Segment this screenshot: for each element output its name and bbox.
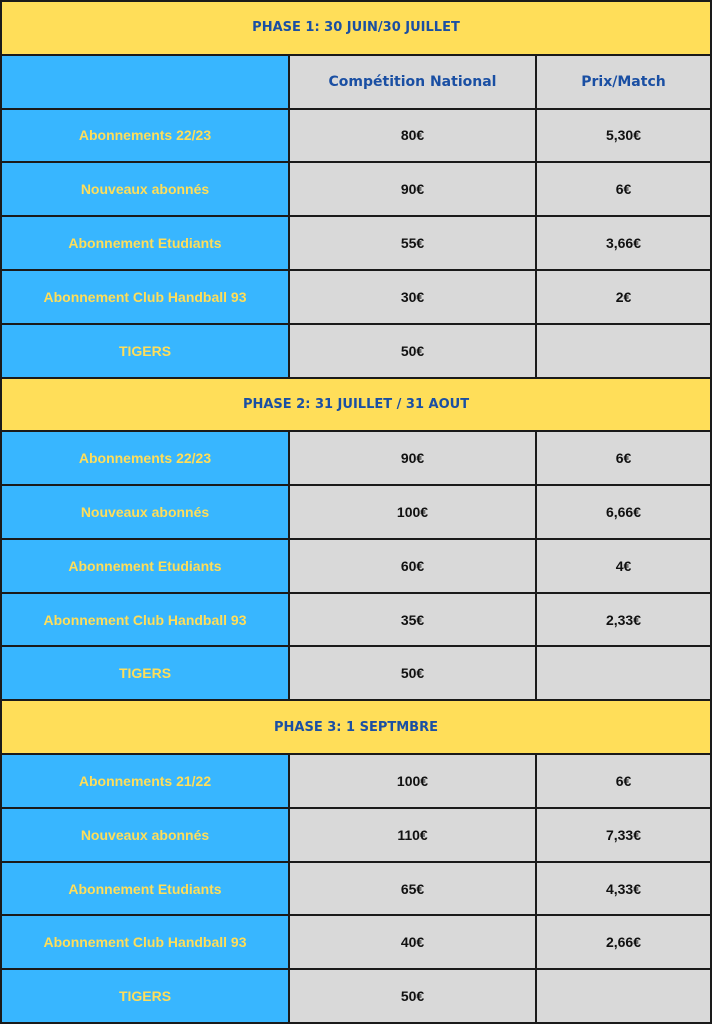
row-per-match: 6€ (537, 755, 710, 807)
phase-1-title: PHASE 1: 30 JUIN/30 JUILLET (2, 2, 710, 54)
row-price: 50€ (290, 325, 535, 377)
header-competition-national: Compétition National (290, 56, 535, 108)
row-label: Nouveaux abonnés (2, 809, 288, 861)
row-label: TIGERS (2, 647, 288, 699)
row-per-match: 6€ (537, 432, 710, 484)
phase-3-title: PHASE 3: 1 SEPTMBRE (2, 701, 710, 753)
row-price: 35€ (290, 594, 535, 646)
row-per-match: 4€ (537, 540, 710, 592)
row-per-match: 2,33€ (537, 594, 710, 646)
phase-2-title: PHASE 2: 31 JUILLET / 31 AOUT (2, 379, 710, 431)
row-per-match: 2€ (537, 271, 710, 323)
header-blank-cell (2, 56, 288, 108)
row-price: 50€ (290, 970, 535, 1022)
row-label: Abonnements 22/23 (2, 432, 288, 484)
row-per-match: 3,66€ (537, 217, 710, 269)
row-per-match: 5,30€ (537, 110, 710, 162)
row-label: Abonnement Etudiants (2, 863, 288, 915)
row-price: 40€ (290, 916, 535, 968)
row-price: 30€ (290, 271, 535, 323)
row-label: Abonnement Club Handball 93 (2, 271, 288, 323)
row-label: Nouveaux abonnés (2, 163, 288, 215)
row-label: TIGERS (2, 970, 288, 1022)
row-label: Abonnement Club Handball 93 (2, 916, 288, 968)
row-price: 90€ (290, 432, 535, 484)
row-per-match: 7,33€ (537, 809, 710, 861)
row-label: Abonnement Etudiants (2, 217, 288, 269)
row-price: 60€ (290, 540, 535, 592)
row-per-match: 6€ (537, 163, 710, 215)
row-price: 50€ (290, 647, 535, 699)
row-price: 80€ (290, 110, 535, 162)
row-per-match: 6,66€ (537, 486, 710, 538)
row-per-match (537, 325, 710, 377)
row-per-match (537, 970, 710, 1022)
row-label: Abonnements 21/22 (2, 755, 288, 807)
row-price: 110€ (290, 809, 535, 861)
row-label: Abonnements 22/23 (2, 110, 288, 162)
row-price: 65€ (290, 863, 535, 915)
row-price: 100€ (290, 755, 535, 807)
row-per-match (537, 647, 710, 699)
header-prix-match: Prix/Match (537, 56, 710, 108)
row-per-match: 4,33€ (537, 863, 710, 915)
row-label: Nouveaux abonnés (2, 486, 288, 538)
row-price: 55€ (290, 217, 535, 269)
row-per-match: 2,66€ (537, 916, 710, 968)
row-label: Abonnement Club Handball 93 (2, 594, 288, 646)
row-price: 90€ (290, 163, 535, 215)
row-label: Abonnement Etudiants (2, 540, 288, 592)
row-price: 100€ (290, 486, 535, 538)
row-label: TIGERS (2, 325, 288, 377)
